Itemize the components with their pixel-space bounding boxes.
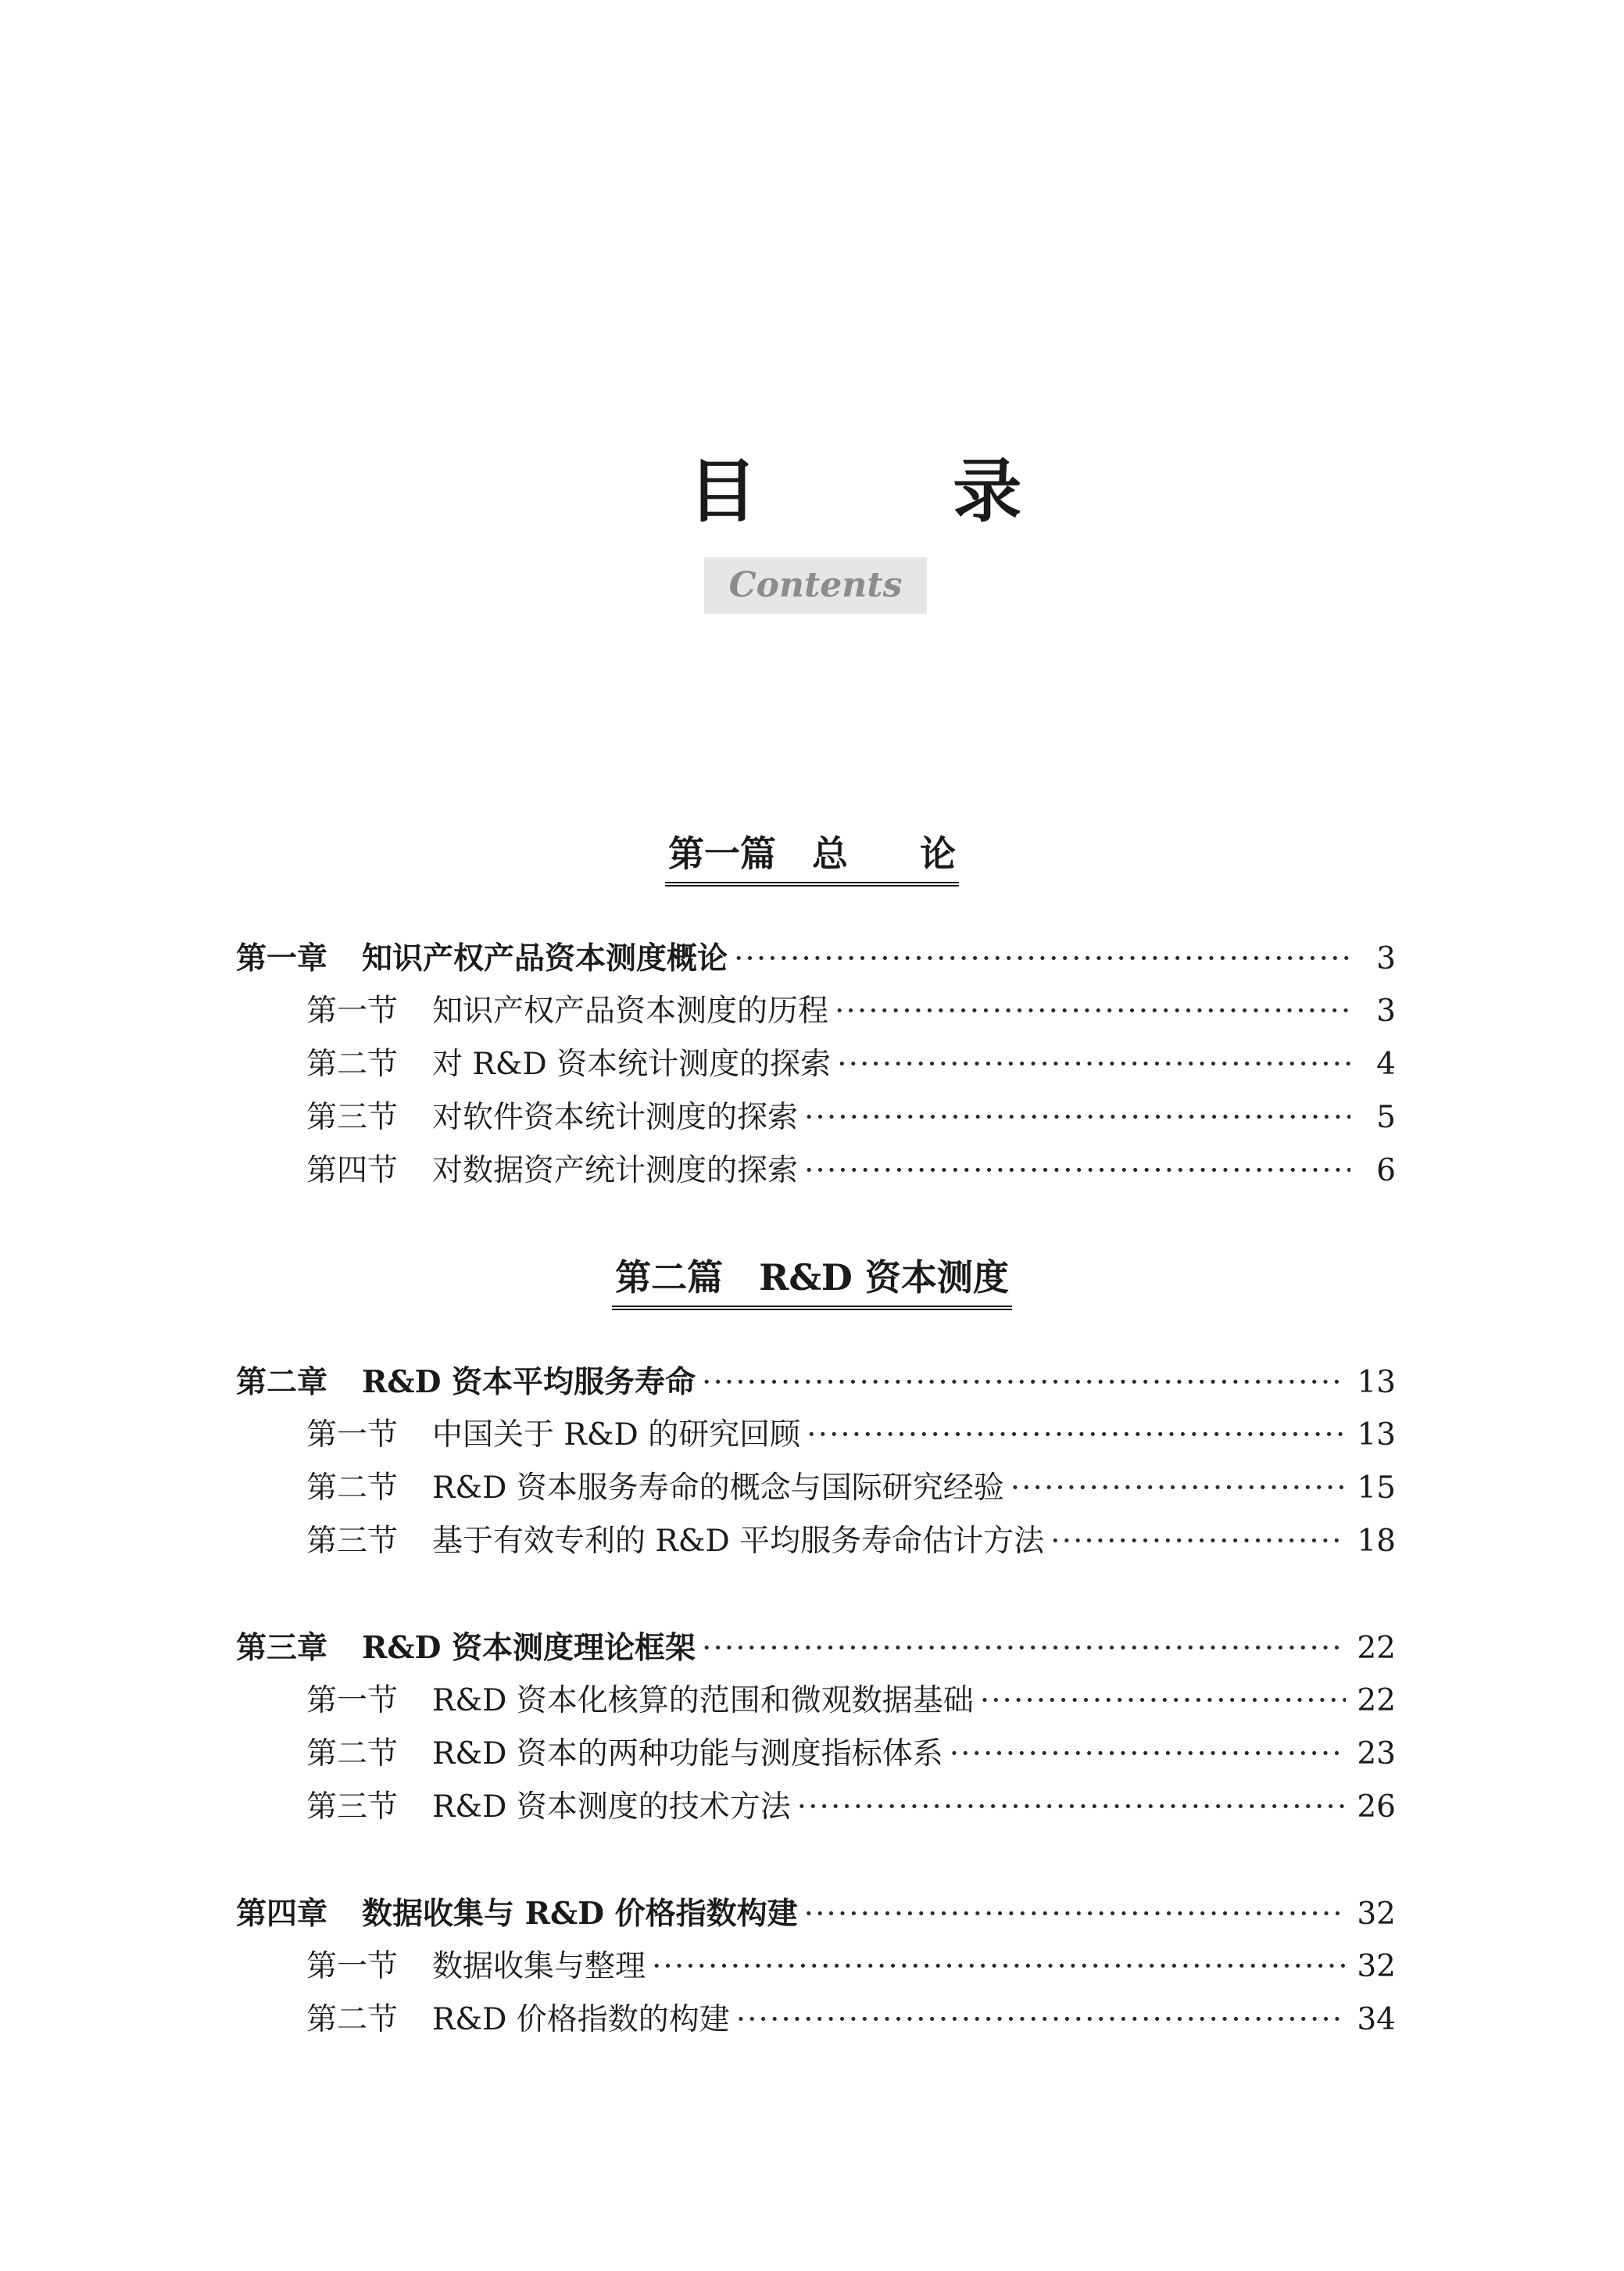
- part-heading-text: 第二篇 R&D 资本测度: [612, 1254, 1012, 1310]
- page-number: 13: [1357, 1417, 1396, 1453]
- section-title: R&D 资本服务寿命的概念与国际研究经验: [432, 1470, 1004, 1506]
- dot-leader: [804, 1094, 1350, 1141]
- chapter-label: 第一章: [236, 940, 328, 976]
- toc-section-entry[interactable]: [306, 1465, 1396, 1512]
- dot-leader: [835, 988, 1350, 1035]
- section-title: R&D 资本化核算的范围和微观数据基础: [432, 1683, 974, 1718]
- toc-section-entry[interactable]: [306, 1731, 1396, 1778]
- dot-leader: [1011, 1465, 1347, 1512]
- toc-chapter-entry[interactable]: [236, 1890, 1396, 1937]
- section-label: 第一节: [306, 1949, 399, 1984]
- chapter-title: R&D 资本平均服务寿命: [362, 1364, 696, 1400]
- page-number: 4: [1376, 1047, 1396, 1082]
- toc-section-entry[interactable]: [306, 1997, 1396, 2044]
- chapter-title: R&D 资本测度理论框架: [362, 1630, 696, 1666]
- dot-leader: [950, 1731, 1347, 1778]
- section-title: 基于有效专利的 R&D 平均服务寿命估计方法: [432, 1524, 1045, 1559]
- page-number: 32: [1357, 1897, 1396, 1932]
- page-number: 3: [1376, 941, 1396, 976]
- page-number: 3: [1376, 994, 1396, 1029]
- section-title: 知识产权产品资本测度的历程: [432, 994, 829, 1029]
- dot-leader: [980, 1678, 1347, 1725]
- section-label: 第二节: [306, 1470, 399, 1506]
- page-number: 23: [1357, 1736, 1396, 1771]
- section-title: 中国关于 R&D 的研究回顾: [432, 1417, 801, 1453]
- toc-chapter-entry[interactable]: [236, 1359, 1396, 1406]
- section-title: 对 R&D 资本统计测度的探索: [432, 1047, 832, 1082]
- page-number: 34: [1357, 2002, 1396, 2037]
- dot-leader: [797, 1784, 1347, 1831]
- toc-section-entry[interactable]: [306, 1041, 1396, 1088]
- page-number: 26: [1357, 1789, 1396, 1825]
- toc-section-entry[interactable]: [306, 1784, 1396, 1831]
- toc-section-entry[interactable]: [306, 1094, 1396, 1141]
- page-number: 15: [1357, 1470, 1396, 1506]
- dot-leader: [652, 1943, 1346, 1990]
- section-title: R&D 资本测度的技术方法: [432, 1789, 791, 1825]
- dot-leader: [734, 936, 1350, 983]
- section-title: 对软件资本统计测度的探索: [432, 1100, 799, 1135]
- dot-leader: [736, 1997, 1347, 2044]
- chapter-title: 知识产权产品资本测度概论: [362, 940, 728, 976]
- chapter-label: 第二章: [236, 1364, 328, 1400]
- toc-chapter-entry[interactable]: [236, 1624, 1396, 1671]
- section-title: 对数据资产统计测度的探索: [432, 1153, 799, 1188]
- page-number: 22: [1357, 1631, 1396, 1666]
- section-label: 第一节: [306, 994, 399, 1029]
- toc-section-entry[interactable]: [306, 1678, 1396, 1725]
- toc-section-entry[interactable]: [306, 1943, 1396, 1990]
- section-label: 第一节: [306, 1683, 399, 1718]
- dot-leader: [1050, 1518, 1346, 1565]
- dot-leader: [702, 1625, 1346, 1672]
- dot-leader: [837, 1041, 1350, 1088]
- dot-leader: [804, 1148, 1350, 1195]
- section-label: 第二节: [306, 1047, 399, 1082]
- dot-leader: [702, 1359, 1346, 1406]
- page-number: 6: [1376, 1153, 1396, 1188]
- section-label: 第三节: [306, 1789, 399, 1825]
- toc-section-entry[interactable]: [306, 1412, 1396, 1459]
- section-title: R&D 资本的两种功能与测度指标体系: [432, 1736, 943, 1771]
- page-number: 32: [1357, 1949, 1396, 1984]
- page-subtitle: Contents: [704, 557, 927, 614]
- section-title: 数据收集与整理: [432, 1949, 646, 1984]
- section-label: 第二节: [306, 2002, 399, 2037]
- part-heading: [0, 830, 1624, 887]
- chapter-title: 数据收集与 R&D 价格指数构建: [362, 1896, 798, 1932]
- section-label: 第三节: [306, 1100, 399, 1135]
- section-label: 第一节: [306, 1417, 399, 1453]
- toc-section-entry[interactable]: [306, 988, 1396, 1035]
- part-heading-text: 第一篇 总 论: [665, 830, 959, 887]
- page-number: 5: [1376, 1100, 1396, 1135]
- section-label: 第四节: [306, 1153, 399, 1188]
- toc-section-entry[interactable]: [306, 1148, 1396, 1195]
- part-heading: [0, 1254, 1624, 1310]
- page-number: 18: [1357, 1524, 1396, 1559]
- section-label: 第二节: [306, 1736, 399, 1771]
- page-number: 22: [1357, 1683, 1396, 1718]
- section-label: 第三节: [306, 1524, 399, 1559]
- section-title: R&D 价格指数的构建: [432, 2002, 730, 2037]
- dot-leader: [807, 1412, 1346, 1459]
- chapter-label: 第四章: [236, 1896, 328, 1932]
- page-title: 目 录: [688, 450, 1108, 532]
- chapter-label: 第三章: [236, 1630, 328, 1666]
- toc-section-entry[interactable]: [306, 1518, 1396, 1565]
- toc-chapter-entry[interactable]: [236, 935, 1396, 982]
- dot-leader: [804, 1891, 1347, 1938]
- page-number: 13: [1357, 1365, 1396, 1400]
